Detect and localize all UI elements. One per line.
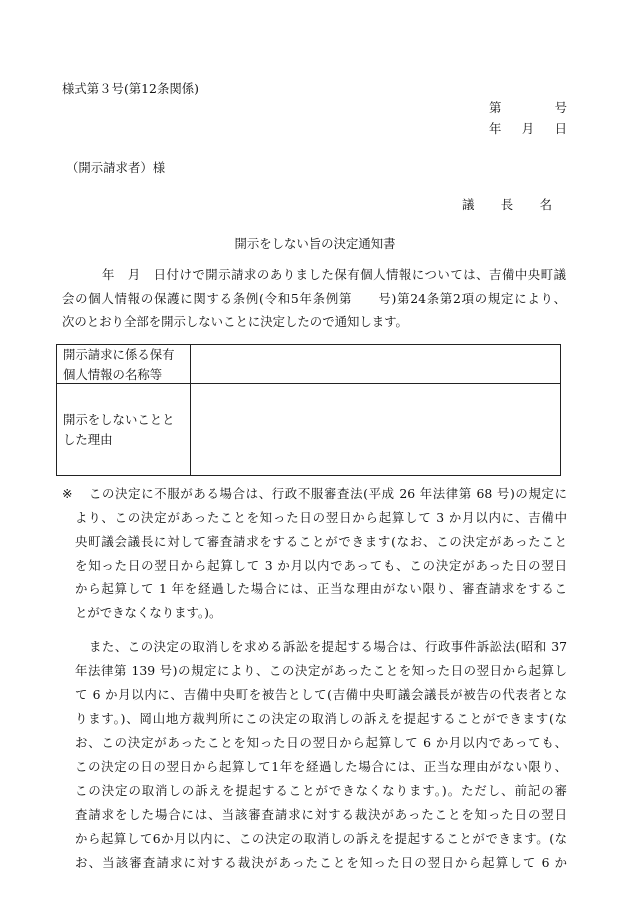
chair-char-2: 長 (500, 197, 514, 212)
para2-line: この決定の取消しの訴えを提起することができなくなります。)。ただし、前記の審 (75, 783, 567, 798)
table-column-divider (190, 345, 191, 475)
chair-char-1: 議 (462, 197, 475, 212)
document-title: 開示をしない旨の決定通知書 (234, 236, 396, 251)
date-day: 日 (554, 121, 567, 136)
note-mark: ※ (62, 486, 73, 501)
row2-label: 開示をしないことと した理由 (63, 412, 175, 447)
para2-line: また、この決定の取消しを求める訴訟を提起する場合は、行政事件訴訟法(昭和 37 (89, 639, 567, 654)
note-line: この決定に不服がある場合は、行政不服審査法(平成 26 年法律第 68 号)の規定に (89, 486, 567, 501)
document-date (489, 119, 567, 137)
intro-line: 次のとおり全部を開示しないことに決定したので通知します。 (62, 314, 408, 329)
para2-line: て 6 か月以内に、吉備中央町を被告として(吉備中央町議会議長が被告の代表者とな (75, 687, 567, 702)
number-suffix: 号 (554, 100, 567, 115)
para2-line: この決定の日の翌日から起算して1年を経過した場合には、正当な理由がない限り、 (75, 759, 567, 774)
para2-line: 年法律第 139 号)の規定により、この決定があったことを知った日の翌日から起算し (75, 663, 567, 678)
chair-name (462, 195, 552, 213)
recipient: （開示請求者）様 (66, 160, 166, 175)
note-line: より、この決定があったことを知った日の翌日から起算して 3 か月以内に、吉備中 (75, 510, 567, 525)
note-line: とができなくなります。)。 (75, 605, 222, 620)
document-number (489, 98, 567, 116)
date-year: 年 (489, 121, 502, 136)
para2-line: ります。)、岡山地方裁判所にこの決定の取消しの訴えを提起することができます(な (75, 711, 567, 726)
chair-char-3: 名 (539, 197, 552, 212)
intro-line: 会の個人情報の保護に関する条例(令和5年条例第 号)第24条第2項の規定により、 (62, 291, 566, 306)
para2-line: お、当該審査請求に対する裁決があったことを知った日の翌日から起算して 6 か (75, 855, 567, 870)
date-month: 月 (521, 121, 535, 136)
note-line: を知った日の翌日から起算して 3 か月以内であっても、この決定があった日の翌日 (75, 558, 567, 573)
para2-line: から起算して6か月以内に、この決定の取消しの訴えを提起することができます。(な (75, 831, 567, 846)
para2-line: お、この決定があったことを知った日の翌日から起算して 6 か月以内であっても、 (75, 735, 567, 750)
form-label: 様式第３号(第12条関係) (62, 81, 199, 96)
note-line: から起算して 1 年を経過した場合には、正当な理由がない限り、審査請求をするこ (75, 581, 567, 596)
number-prefix: 第 (489, 100, 502, 115)
para2-line: 査請求をした場合には、当該審査請求に対する裁決があったことを知った日の翌日 (75, 807, 567, 822)
intro-line: 年 月 日付けで開示請求のありました保有個人情報については、吉備中央町議 (102, 267, 566, 282)
info-table (56, 344, 561, 476)
row1-label: 開示請求に係る保有 個人情報の名称等 (63, 347, 175, 382)
note-line: 央町議会議長に対して審査請求をすることができます(なお、この決定があったこと (75, 534, 567, 549)
